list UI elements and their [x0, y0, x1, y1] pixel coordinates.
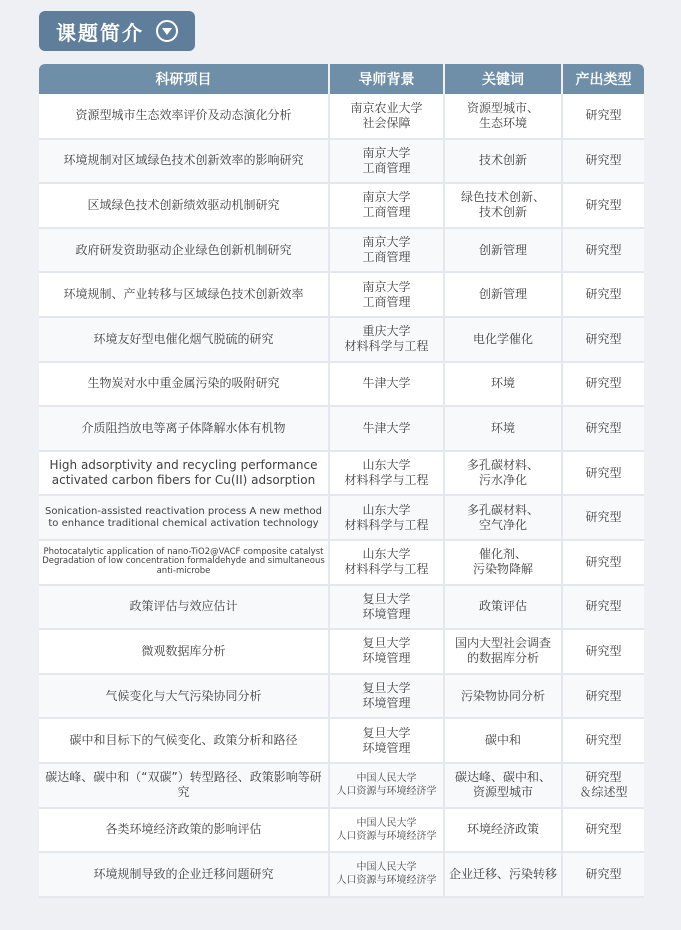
table-row: [39, 852, 644, 897]
cell-mentor-line: 工商管理: [362, 294, 411, 309]
cell-output-type: [562, 362, 644, 407]
cell-keywords-line: 绿色技术创新、: [460, 190, 545, 205]
cell-keywords: [444, 317, 562, 362]
cell-keywords-line: 碳中和: [484, 733, 521, 748]
cell-keywords-line: 环境: [490, 420, 515, 435]
section-title-toggle[interactable]: [39, 11, 195, 51]
cell-mentor-line: 南京大学: [362, 145, 411, 160]
cell-project: 介质阻挡放电等离子体降解水体有机物: [39, 406, 329, 451]
cell-mentor-line: 中国人民大学: [356, 817, 417, 829]
projects-table: [39, 64, 644, 898]
cell-project: High adsorptivity and recycling performance activated carbon fibers for Cu(II) adsorption: [39, 451, 329, 496]
cell-mentor: [329, 139, 444, 184]
table-row: [39, 495, 644, 540]
cell-mentor-line: 人口资源与环境经济学: [336, 875, 437, 887]
cell-output-type-line: 研究型: [585, 733, 622, 748]
cell-keywords: [444, 94, 562, 139]
cell-mentor: [329, 451, 444, 496]
cell-keywords-line: 创新管理: [478, 242, 527, 257]
cell-output-type-line: 研究型: [585, 866, 622, 881]
cell-mentor: [329, 317, 444, 362]
cell-keywords: [444, 718, 562, 763]
cell-mentor-line: 环境管理: [362, 651, 411, 666]
cell-keywords-line: 资源型城市: [472, 785, 533, 800]
cell-output-type-line: 研究型: [585, 770, 622, 785]
table-row: [39, 674, 644, 719]
cell-project: Sonication-assisted reactivation process A new method to enhance traditional chemical activation technology: [39, 495, 329, 540]
cell-keywords-line: 国内大型社会调查: [454, 636, 551, 651]
cell-mentor-line: 复旦大学: [362, 636, 411, 651]
cell-mentor-line: 人口资源与环境经济学: [336, 786, 437, 798]
cell-mentor-line: 环境管理: [362, 606, 411, 621]
table-row: [39, 629, 644, 674]
section-title: 课题简介: [56, 20, 144, 45]
cell-output-type-line: 研究型: [585, 465, 622, 480]
cell-mentor-line: 重庆大学: [362, 324, 411, 339]
header-keywords: 关键词: [444, 64, 562, 94]
cell-keywords: [444, 585, 562, 630]
cell-project: 政策评估与效应估计: [39, 585, 329, 630]
cell-keywords-line: 政策评估: [478, 599, 527, 614]
cell-mentor: [329, 808, 444, 853]
cell-output-type: [562, 228, 644, 273]
cell-mentor: [329, 585, 444, 630]
cell-mentor-line: 材料科学与工程: [344, 517, 429, 532]
cell-mentor-line: 复旦大学: [362, 681, 411, 696]
cell-output-type: [562, 585, 644, 630]
cell-project: 环境规制导致的企业迁移问题研究: [39, 852, 329, 897]
cell-output-type-line: 研究型: [585, 420, 622, 435]
cell-keywords: [444, 406, 562, 451]
cell-mentor: [329, 94, 444, 139]
cell-mentor-line: 材料科学与工程: [344, 473, 429, 488]
cell-output-type: [562, 272, 644, 317]
table-row: [39, 317, 644, 362]
cell-mentor-line: 人口资源与环境经济学: [336, 830, 437, 842]
cell-keywords-line: 空气净化: [478, 517, 527, 532]
cell-keywords-line: 生态环境: [478, 115, 527, 130]
cell-project: 区域绿色技术创新绩效驱动机制研究: [39, 183, 329, 228]
cell-mentor: [329, 674, 444, 719]
cell-output-type: [562, 763, 644, 808]
cell-keywords: [444, 139, 562, 184]
cell-keywords-line: 企业迁移、污染转移: [448, 866, 557, 881]
cell-mentor: [329, 495, 444, 540]
cell-output-type: [562, 852, 644, 897]
cell-mentor-line: 山东大学: [362, 502, 411, 517]
header-mentor: 导师背景: [329, 64, 444, 94]
cell-mentor: [329, 406, 444, 451]
cell-keywords-line: 污染物降解: [472, 562, 533, 577]
cell-output-type-line: 研究型: [585, 153, 622, 168]
cell-keywords-line: 污染物协同分析: [460, 688, 545, 703]
table-row: [39, 362, 644, 407]
cell-mentor: [329, 362, 444, 407]
cell-output-type-line: 研究型: [585, 554, 622, 569]
cell-mentor-line: 南京农业大学: [350, 100, 423, 115]
cell-output-type: [562, 495, 644, 540]
cell-output-type: [562, 629, 644, 674]
table-row: [39, 94, 644, 139]
cell-output-type: [562, 94, 644, 139]
cell-mentor: [329, 183, 444, 228]
cell-output-type-line: 研究型: [585, 331, 622, 346]
cell-output-type-line: 研究型: [585, 510, 622, 525]
cell-mentor-line: 环境管理: [362, 696, 411, 711]
table-row: [39, 585, 644, 630]
cell-output-type: [562, 718, 644, 763]
cell-mentor: [329, 228, 444, 273]
cell-mentor: [329, 272, 444, 317]
cell-output-type-line: 研究型: [585, 242, 622, 257]
header-output-type: 产出类型: [562, 64, 644, 94]
cell-mentor: [329, 718, 444, 763]
cell-keywords: [444, 362, 562, 407]
cell-output-type: [562, 317, 644, 362]
cell-keywords: [444, 629, 562, 674]
cell-project: 生物炭对水中重金属污染的吸附研究: [39, 362, 329, 407]
cell-mentor: [329, 629, 444, 674]
cell-output-type: [562, 406, 644, 451]
cell-keywords: [444, 183, 562, 228]
cell-mentor-line: 环境管理: [362, 740, 411, 755]
cell-mentor-line: 工商管理: [362, 160, 411, 175]
table-row: [39, 406, 644, 451]
table-header-row: [39, 64, 644, 94]
cell-keywords-line: 创新管理: [478, 287, 527, 302]
cell-mentor-line: 复旦大学: [362, 591, 411, 606]
cell-keywords-line: 的数据库分析: [466, 651, 539, 666]
cell-project: 碳中和目标下的气候变化、政策分析和路径: [39, 718, 329, 763]
cell-keywords: [444, 540, 562, 585]
cell-output-type-line: 研究型: [585, 599, 622, 614]
cell-keywords-line: 污水净化: [478, 473, 527, 488]
cell-mentor-line: 中国人民大学: [356, 773, 417, 785]
cell-keywords: [444, 808, 562, 853]
cell-output-type-line: 研究型: [585, 643, 622, 658]
cell-mentor-line: 南京大学: [362, 190, 411, 205]
cell-output-type: [562, 808, 644, 853]
cell-output-type: [562, 139, 644, 184]
cell-mentor-line: 山东大学: [362, 547, 411, 562]
cell-project: 环境规制对区域绿色技术创新效率的影响研究: [39, 139, 329, 184]
cell-keywords-line: 环境经济政策: [466, 822, 539, 837]
cell-keywords: [444, 228, 562, 273]
cell-project: 环境规制、产业转移与区域绿色技术创新效率: [39, 272, 329, 317]
table-row: [39, 272, 644, 317]
table-row: [39, 451, 644, 496]
cell-keywords-line: 多孔碳材料、: [466, 502, 539, 517]
table-row: [39, 808, 644, 853]
cell-mentor-line: 材料科学与工程: [344, 339, 429, 354]
cell-project: 环境友好型电催化烟气脱硫的研究: [39, 317, 329, 362]
cell-output-type: [562, 183, 644, 228]
cell-output-type-line: 研究型: [585, 197, 622, 212]
cell-keywords: [444, 674, 562, 719]
cell-output-type-line: 研究型: [585, 287, 622, 302]
table-row: [39, 228, 644, 273]
cell-output-type-line: ＆综述型: [579, 785, 628, 800]
cell-project: Photocatalytic application of nano-TiO2@VACF composite catalyst Degradation of low concentration formaldehyde and simultaneous anti-microbe: [39, 540, 329, 585]
cell-keywords-line: 催化剂、: [478, 547, 527, 562]
table-row: [39, 183, 644, 228]
table-row: [39, 718, 644, 763]
cell-output-type-line: 研究型: [585, 108, 622, 123]
cell-output-type: [562, 451, 644, 496]
cell-mentor: [329, 540, 444, 585]
cell-keywords-line: 资源型城市、: [466, 100, 539, 115]
cell-mentor-line: 南京大学: [362, 235, 411, 250]
cell-project: 各类环境经济政策的影响评估: [39, 808, 329, 853]
cell-keywords-line: 技术创新: [478, 153, 527, 168]
cell-keywords: [444, 763, 562, 808]
projects-table-container: [39, 64, 644, 898]
cell-mentor: [329, 763, 444, 808]
cell-output-type: [562, 674, 644, 719]
cell-mentor: [329, 852, 444, 897]
cell-mentor-line: 社会保障: [362, 115, 411, 130]
cell-mentor-line: 南京大学: [362, 279, 411, 294]
cell-keywords: [444, 451, 562, 496]
cell-keywords-line: 碳达峰、碳中和、: [454, 770, 551, 785]
cell-project: 碳达峰、碳中和（“双碳”）转型路径、政策影响等研究: [39, 763, 329, 808]
cell-project: 微观数据库分析: [39, 629, 329, 674]
cell-mentor-line: 中国人民大学: [356, 862, 417, 874]
cell-project: 气候变化与大气污染协同分析: [39, 674, 329, 719]
table-row: [39, 763, 644, 808]
cell-mentor-line: 复旦大学: [362, 725, 411, 740]
chevron-down-circle-icon: [156, 20, 178, 42]
cell-keywords-line: 环境: [490, 376, 515, 391]
cell-project: 政府研发资助驱动企业绿色创新机制研究: [39, 228, 329, 273]
cell-keywords-line: 多孔碳材料、: [466, 458, 539, 473]
cell-output-type-line: 研究型: [585, 688, 622, 703]
cell-mentor-line: 牛津大学: [362, 376, 411, 391]
cell-keywords: [444, 852, 562, 897]
header-project: 科研项目: [39, 64, 329, 94]
cell-output-type-line: 研究型: [585, 822, 622, 837]
cell-keywords-line: 电化学催化: [472, 331, 533, 346]
cell-keywords-line: 技术创新: [478, 205, 527, 220]
cell-mentor-line: 山东大学: [362, 458, 411, 473]
cell-mentor-line: 工商管理: [362, 205, 411, 220]
cell-project: 资源型城市生态效率评价及动态演化分析: [39, 94, 329, 139]
cell-keywords: [444, 495, 562, 540]
cell-mentor-line: 材料科学与工程: [344, 562, 429, 577]
cell-output-type-line: 研究型: [585, 376, 622, 391]
cell-mentor-line: 工商管理: [362, 250, 411, 265]
table-row: [39, 139, 644, 184]
cell-output-type: [562, 540, 644, 585]
table-row: [39, 540, 644, 585]
cell-mentor-line: 牛津大学: [362, 420, 411, 435]
cell-keywords: [444, 272, 562, 317]
